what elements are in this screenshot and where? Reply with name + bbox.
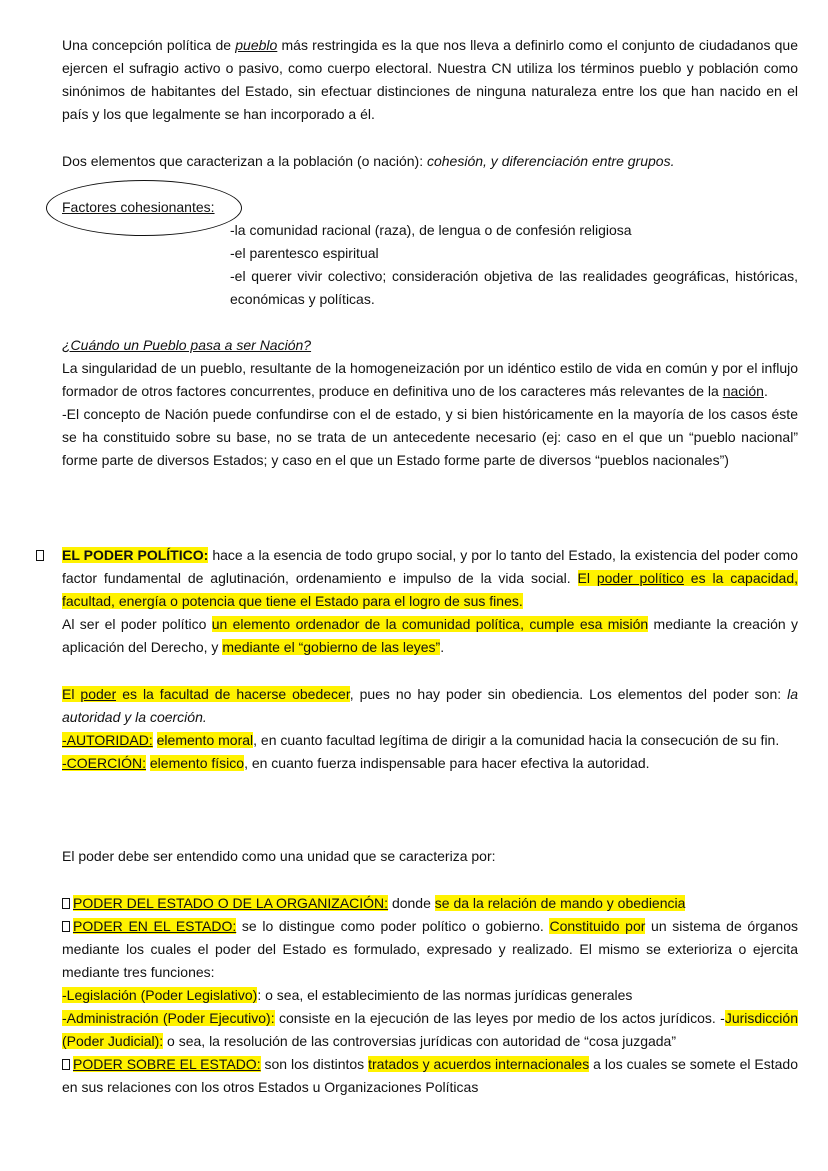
org-label: PODER DEL ESTADO O DE LA ORGANIZACIÓN: — [73, 895, 389, 911]
nacion-term: nación — [722, 383, 764, 399]
factors-title: Factores cohesionantes: — [62, 199, 215, 215]
poder-politico-term: poder político — [596, 570, 684, 586]
power-highlight: El — [577, 570, 597, 586]
nation-text-end: . — [763, 383, 768, 399]
power-text-3: mediante la creación y aplicación del Derecho, y — [62, 616, 799, 655]
nation-paragraph-1 — [62, 357, 798, 403]
factors-list — [62, 219, 798, 311]
elements-text: Dos elementos que caracterizan a la población (o nación): — [62, 153, 427, 169]
unity-list — [62, 892, 798, 1099]
leg-highlight: -Legislación (Poder Legislativo) — [62, 987, 258, 1003]
power-section — [62, 544, 798, 659]
adm-text: consiste en la ejecución de las leyes por medio de los actos jurídicos. - — [274, 1010, 725, 1026]
org-highlight: se da la relación de mando y obediencia — [434, 895, 686, 911]
bullet-box-icon — [36, 550, 44, 561]
factors-title-line — [62, 196, 798, 219]
intro-text: Una concepción política de — [62, 37, 236, 53]
nation-section — [62, 334, 798, 472]
obey-italic: la autoridad y la coerción. — [62, 686, 798, 725]
power-highlight-2: un elemento ordenador de la comunidad política, cumple esa misión — [211, 616, 649, 632]
legislation-line — [62, 984, 798, 1007]
power-text-2: Al ser el poder político — [62, 616, 212, 632]
coercion-text: , en cuanto fuerza indispensable para hacer efectiva la autoridad. — [244, 755, 650, 771]
org-text: donde — [388, 895, 435, 911]
factor-item: -el parentesco espiritual — [230, 245, 379, 261]
over-text-1: son los distintos — [260, 1056, 369, 1072]
over-label: PODER SOBRE EL ESTADO: — [73, 1056, 261, 1072]
obey-text: , pues no hay poder sin obediencia. Los elementos del poder son: — [349, 686, 788, 702]
nation-text: La singularidad de un pueblo, resultante de la homogeneización por un idéntico estilo de vida en común y por el influjo formador de otros factores concurrentes, produce en definitiva uno de los caracteres más relevantes de la — [62, 360, 798, 399]
in-label: PODER EN EL ESTADO: — [73, 918, 237, 934]
obedience-paragraph — [62, 683, 798, 729]
poder-term: poder — [80, 686, 117, 702]
power-paragraph — [62, 544, 798, 613]
power-text-end: . — [440, 639, 445, 655]
authority-highlight: elemento moral — [156, 732, 254, 748]
power-of-state-item — [62, 892, 798, 915]
obedience-section — [62, 683, 798, 775]
intro-text-rest: más restringida es la que nos lleva a definirlo como el conjunto de ciudadanos que ejercen el sufragio activo o pasivo, como cuerpo electoral. Nuestra CN utiliza los términos pueblo y población como sinónimos de habitantes del Estado, sin efectuar distinciones de ninguna naturaleza entre los que han nacido en el país y los que legalmente se han incorporado a él. — [62, 37, 799, 122]
jur-highlight: Jurisdicción (Poder Judicial): — [62, 1010, 798, 1049]
in-text-1: se lo distingue como poder político o gobierno. — [236, 918, 550, 934]
power-text: hace a la esencia de todo grupo social, y por lo tanto del Estado, la existencia del poder como factor fundamental de aglutinación, ordenamiento e impulso de la vida social. — [62, 547, 798, 586]
authority-line — [62, 729, 798, 752]
factor-item: -el querer vivir colectivo; consideración objetiva de las realidades geográficas, históricas, económicas y políticas. — [230, 268, 798, 307]
authority-label: -AUTORIDAD: — [62, 732, 153, 748]
power-highlight-3: mediante el “gobierno de las leyes” — [222, 639, 441, 655]
bullet-box-icon — [62, 1059, 70, 1070]
elements-paragraph — [62, 150, 798, 173]
power-paragraph-2 — [62, 613, 798, 659]
pueblo-term: pueblo — [235, 37, 278, 53]
bullet-box-icon — [62, 898, 70, 909]
elements-italic: cohesión, y diferenciación entre grupos. — [426, 153, 675, 169]
intro-paragraph — [62, 34, 798, 126]
unity-intro: El poder debe ser entendido como una unidad que se caracteriza por: — [62, 848, 496, 864]
coercion-label: -COERCIÓN: — [62, 755, 146, 771]
over-text-2: a los cuales se somete el Estado en sus relaciones con los otros Estados u Organizaciones Políticas — [62, 1056, 799, 1095]
coercion-highlight: elemento físico — [149, 755, 245, 771]
over-highlight: tratados y acuerdos internacionales — [368, 1056, 590, 1072]
obey-highlight: El — [62, 686, 81, 702]
coercion-line — [62, 752, 798, 775]
obey-highlight-rest: es la facultad de hacerse obedecer — [116, 686, 350, 702]
factor-item: -la comunidad racional (raza), de lengua o de confesión religiosa — [230, 222, 632, 238]
power-in-state-item — [62, 915, 798, 984]
authority-text: , en cuanto facultad legítima de dirigir a la comunidad hacia la consecución de su fin. — [253, 732, 780, 748]
bullet-box-icon — [62, 921, 70, 932]
administration-line — [62, 1007, 798, 1053]
jur-text: o sea, la resolución de las controversias jurídicas con autoridad de “cosa juzgada” — [163, 1033, 676, 1049]
in-text-2: un sistema de órganos mediante los cuales el poder del Estado es formulado, expresado y realizado. El mismo se exterioriza o ejercita mediante tres funciones: — [62, 918, 798, 980]
power-over-state-item — [62, 1053, 798, 1099]
in-highlight: Constituido por — [549, 918, 646, 934]
power-highlight-rest: es la capacidad, facultad, energía o potencia que tiene el Estado para el logro de sus fines. — [62, 570, 798, 609]
adm-highlight: -Administración (Poder Ejecutivo): — [62, 1010, 275, 1026]
nation-paragraph-2: -El concepto de Nación puede confundirse con el de estado, y si bien históricamente en la mayoría de los casos éste se ha constituido sobre su base, no se trata de un antecedente necesario (ej: caso en el que un “pueblo nacional” forme parte de diversos Estados; y caso en el que un Estado forme parte de diversos “pueblos nacionales”) — [62, 406, 798, 468]
nation-question: ¿Cuándo un Pueblo pasa a ser Nación? — [62, 337, 312, 353]
leg-text: : o sea, el establecimiento de las normas jurídicas generales — [257, 987, 633, 1003]
power-heading: EL PODER POLÍTICO: — [62, 547, 209, 563]
